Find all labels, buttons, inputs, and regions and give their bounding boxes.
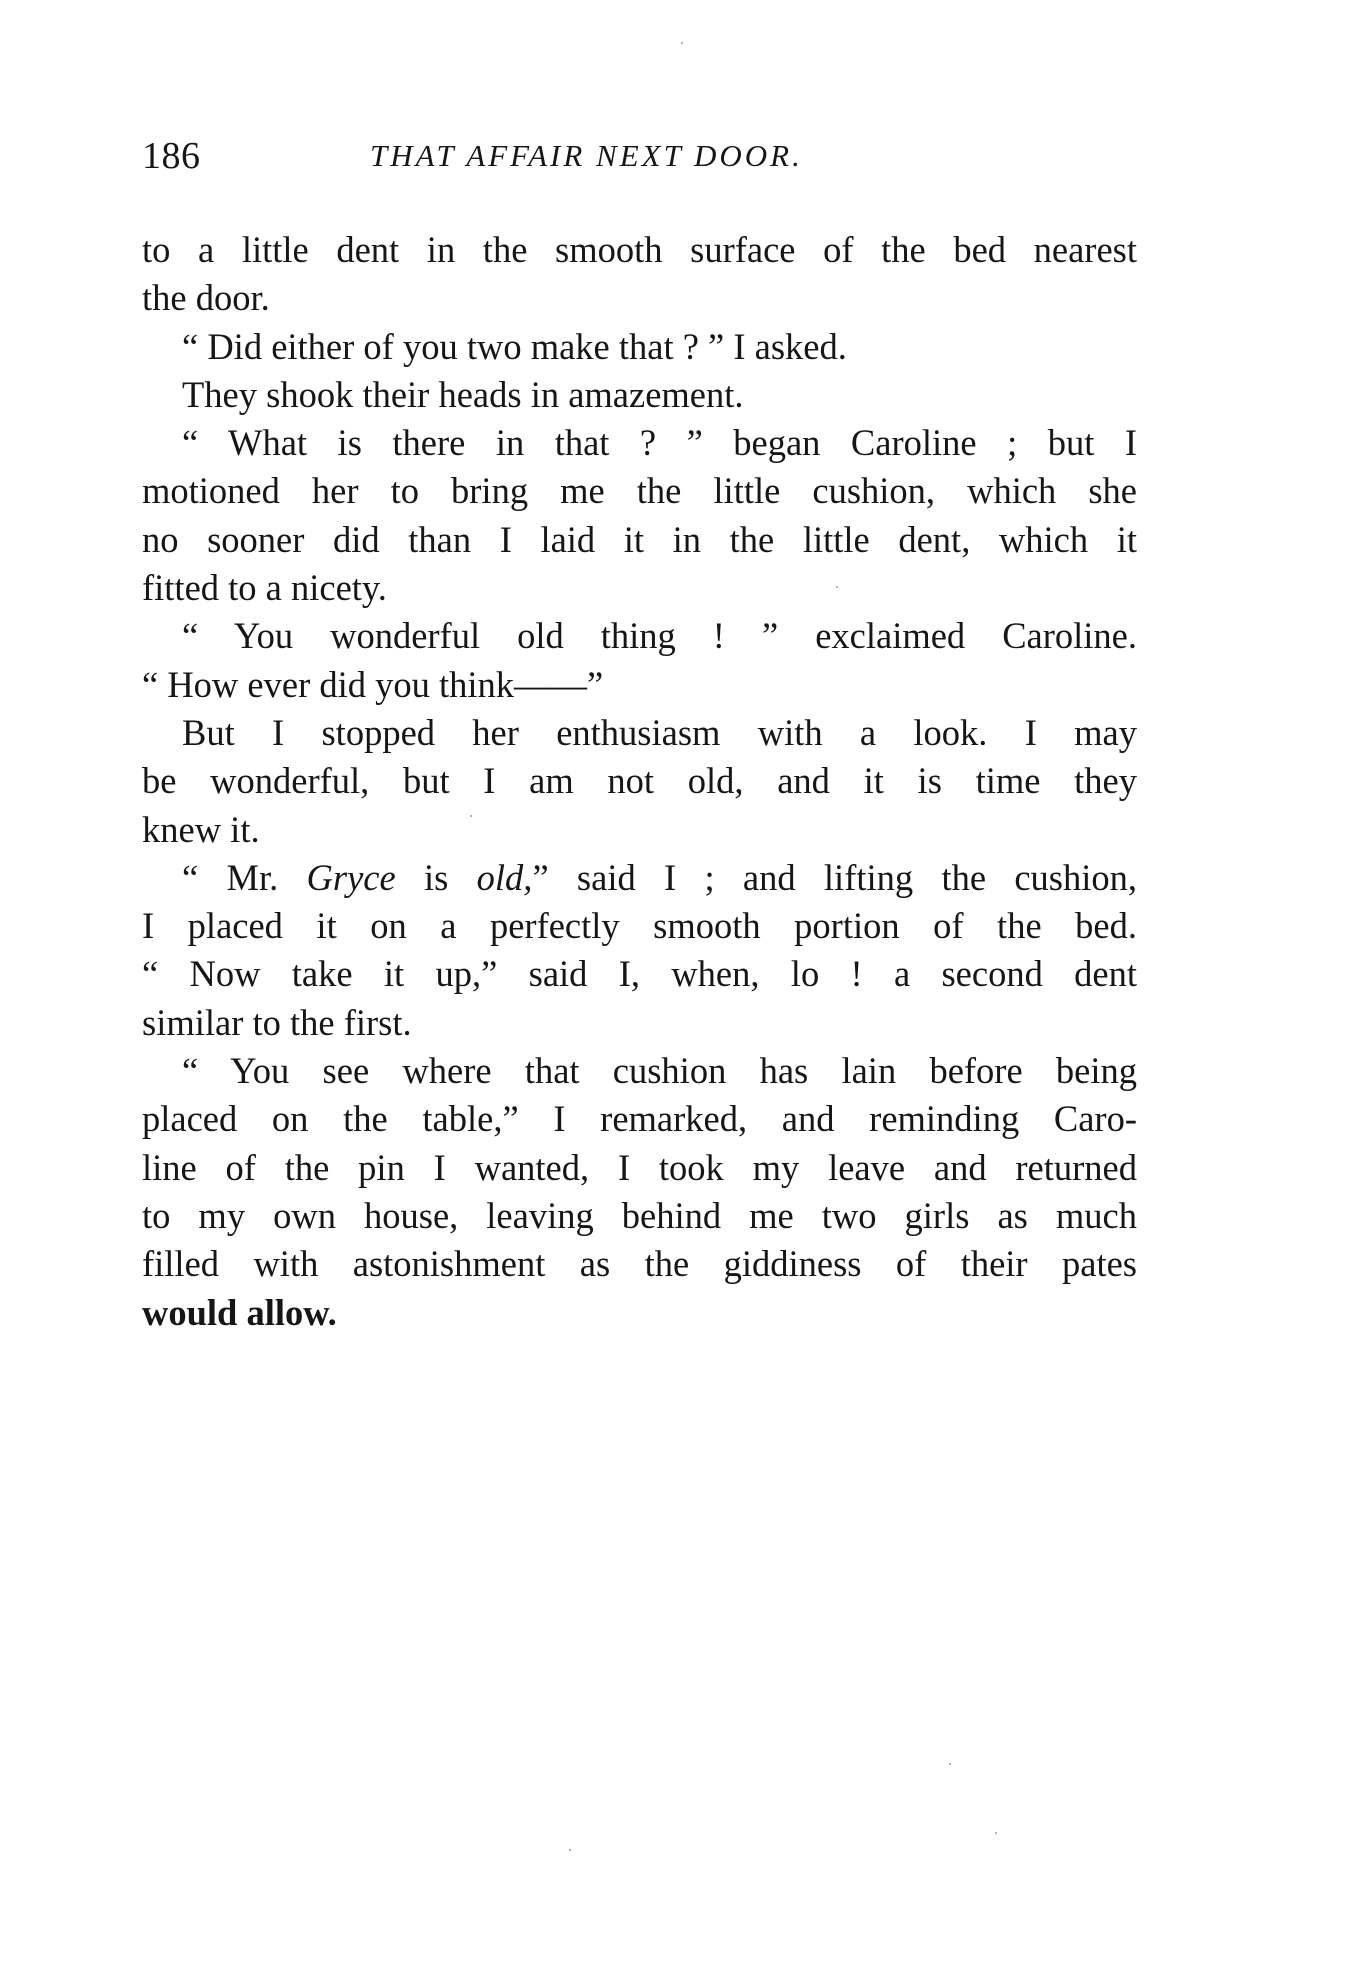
text-line: to my own house, leaving behind me two girls as much <box>142 1194 1137 1236</box>
text-line: fitted to a nicety. <box>142 567 387 609</box>
text-line: to a little dent in the smooth surface of the bed nearest <box>142 229 1137 270</box>
text-line: “ You see where that cushion has lain before being <box>182 1050 1137 1092</box>
scan-speck <box>470 815 472 817</box>
text-line: “ What is there in that ? ” began Caroline ; but I <box>182 422 1137 464</box>
text-line: similar to the first. <box>142 1001 412 1043</box>
running-title: THAT AFFAIR NEXT DOOR. <box>370 138 803 173</box>
text-line: placed on the table,” I remarked, and reminding Caro- <box>142 1098 1137 1140</box>
text-line: filled with astonishment as the giddiness of their pates <box>142 1243 1137 1285</box>
text-line: the door. <box>142 277 270 319</box>
text-line <box>142 854 1137 902</box>
text-line: no sooner did than I laid it in the little dent, which it <box>142 518 1137 560</box>
line-segment: is <box>395 856 477 898</box>
line-segment: ” said I ; and lifting the cushion, <box>532 856 1137 898</box>
scan-speck <box>949 1763 951 1765</box>
text-line: “ You wonderful old thing ! ” exclaimed Caroline. <box>182 615 1137 657</box>
text-line: “ How ever did you think——” <box>142 663 604 705</box>
scan-speck <box>995 1832 997 1834</box>
text-line: But I stopped her enthusiasm with a look. I may <box>182 711 1137 753</box>
text-line: I placed it on a perfectly smooth portion of the bed. <box>142 905 1137 947</box>
line-segment: “ Mr. <box>182 856 307 898</box>
text-line: be wonderful, but I am not old, and it is time they <box>142 760 1137 802</box>
text-line: would allow. <box>142 1291 337 1333</box>
scan-speck <box>836 586 838 588</box>
italic-word: old, <box>476 856 533 898</box>
italic-name: Gryce <box>306 856 396 898</box>
text-line: motioned her to bring me the little cushion, which she <box>142 470 1137 512</box>
text-line: “ Now take it up,” said I, when, lo ! a second dent <box>142 953 1137 995</box>
text-line: line of the pin I wanted, I took my leave and returned <box>142 1146 1137 1188</box>
running-head <box>142 128 1137 184</box>
text-line: knew it. <box>142 808 260 850</box>
scan-speck <box>569 1849 571 1851</box>
body-text <box>142 226 1137 1337</box>
text-line: “ Did either of you two make that ? ” I asked. <box>182 325 847 367</box>
scan-speck <box>681 42 683 44</box>
page-number: 186 <box>142 135 201 177</box>
text-line: They shook their heads in amazement. <box>182 373 744 415</box>
